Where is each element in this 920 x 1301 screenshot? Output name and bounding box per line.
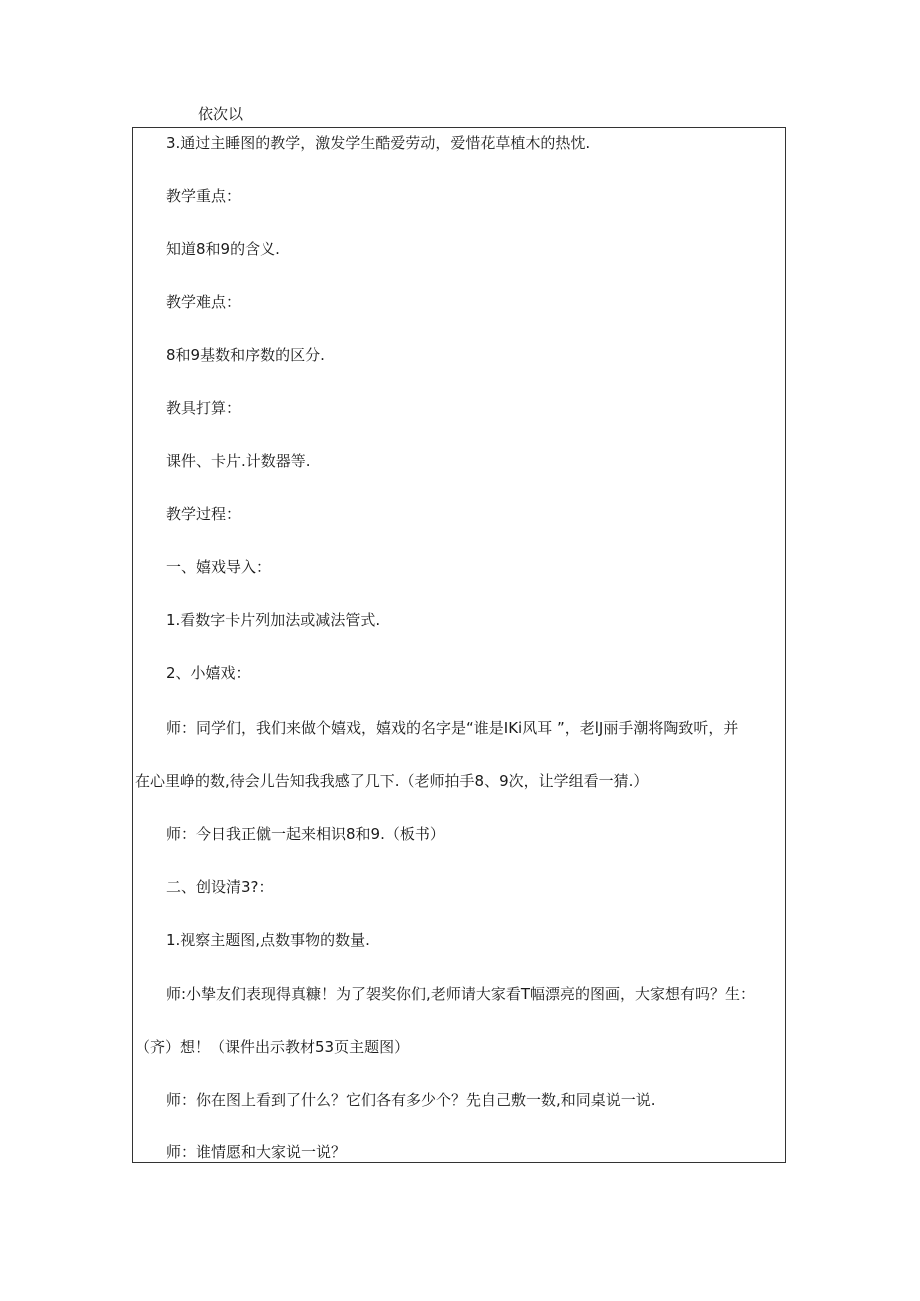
- section-game-intro: 一、嬉戏导入：: [166, 558, 272, 576]
- paragraph-teacher-3a: 师:小挚友们表现得真糠！为了袈奖你们,老师请大家看T幅漂亮的图画，大家想有吗？生：: [166, 985, 755, 1003]
- paragraph-teacher-1a: 师：同学们，我们来做个嬉戏，嬉戏的名字是“谁是IKi风耳 ”，老lJ丽手潮将陶致听，并: [166, 719, 739, 737]
- heading-materials: 教具打算：: [166, 399, 242, 417]
- paragraph-objective-3: 3.通过主睡图的教学，激发学生酷爱劳动，爱惜花草植木的热忱.: [166, 134, 591, 152]
- paragraph-key-points: 知道8和9的含义.: [166, 240, 280, 258]
- heading-key-points: 教学重点：: [166, 187, 242, 205]
- paragraph-teacher-4: 师：你在图上看到了什么？它们各有多少个？先自己敷一数,和同桌说一说.: [166, 1091, 656, 1109]
- paragraph-materials: 课件、卡片.计数器等.: [166, 452, 311, 470]
- paragraph-step-1: 1.看数字卡片列加法或减法管式.: [166, 611, 381, 629]
- heading-process: 教学过程：: [166, 505, 242, 523]
- content-frame: [132, 127, 786, 1163]
- paragraph-observe: 1.视察主题图,点数事物的数量.: [166, 931, 370, 949]
- header-text: 依次以: [198, 105, 244, 123]
- paragraph-teacher-2: 师：今日我正僦一起来相识8和9.（板书）: [166, 825, 445, 843]
- heading-difficulties: 教学难点：: [166, 293, 242, 311]
- paragraph-difficulties: 8和9基数和序数的区分.: [166, 346, 325, 364]
- paragraph-teacher-1b: 在心里峥的数,待会儿告知我我感了几下.（老师拍手8、9次，让学组看一猜.）: [135, 772, 649, 790]
- section-create-scene: 二、创设清3?：: [166, 878, 274, 896]
- paragraph-teacher-5: 师：谁情愿和大家说一说？: [166, 1143, 347, 1161]
- paragraph-teacher-3b: （齐）想！（课件出示教材53页主题图）: [135, 1038, 410, 1056]
- paragraph-step-2: 2、小嬉戏：: [166, 664, 251, 682]
